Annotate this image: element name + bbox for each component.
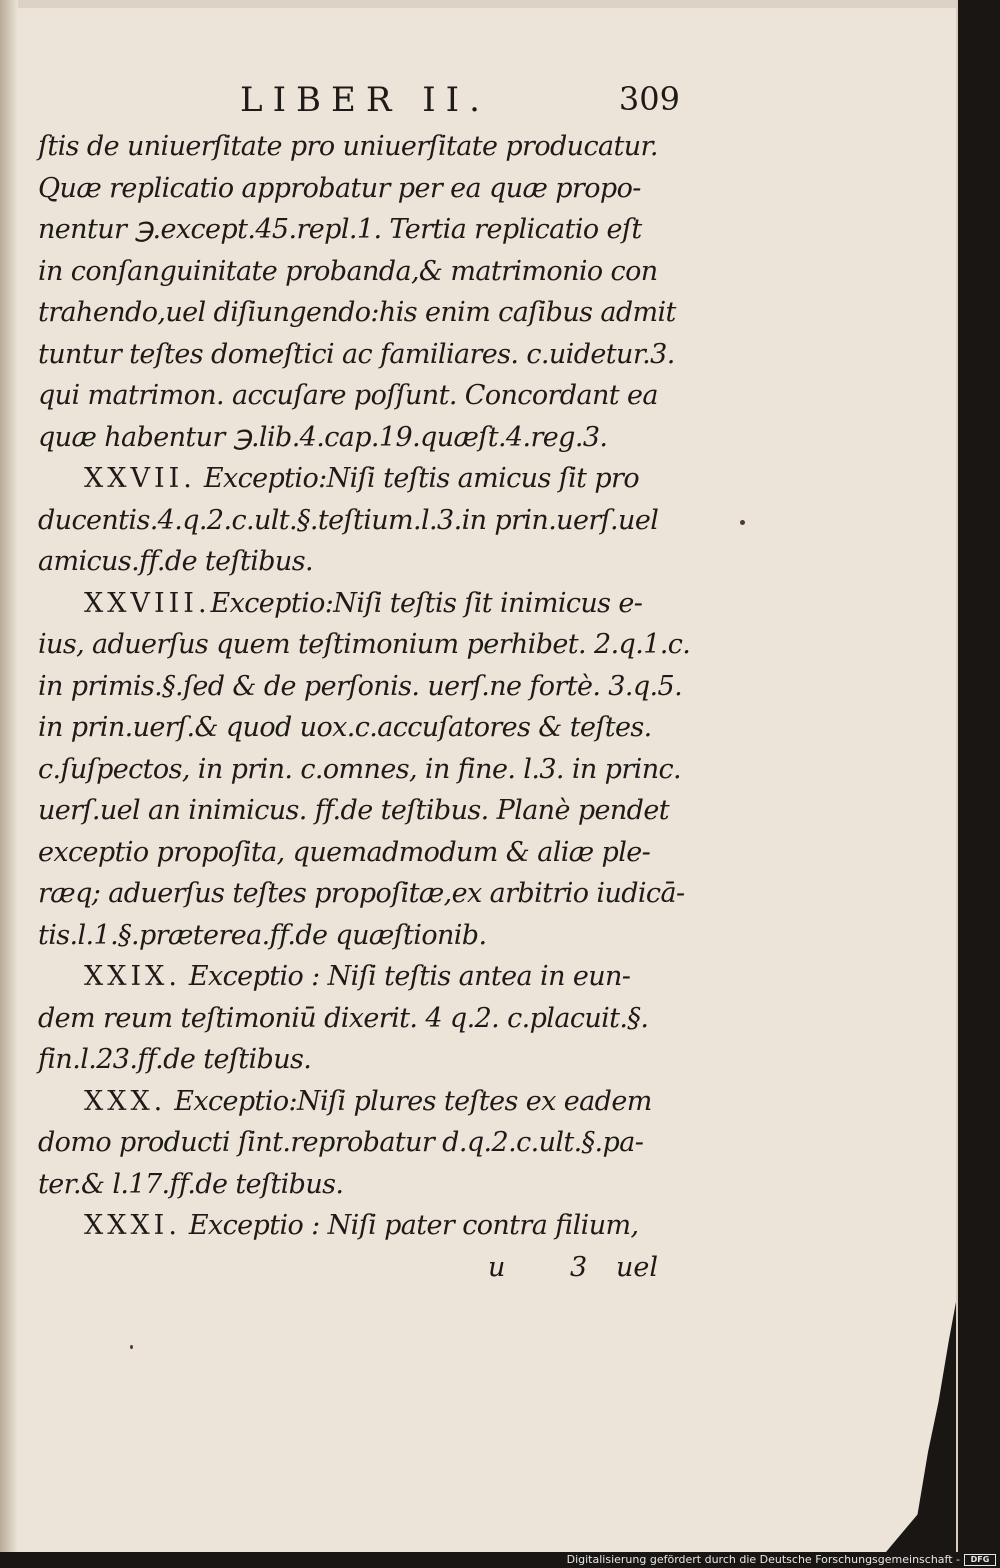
- section-numeral: XXVII.: [84, 463, 196, 494]
- line-text: ter.& l.17.ff.de teſtibus.: [38, 1168, 344, 1200]
- signature-line: [38, 1252, 678, 1292]
- line-text: dem reum teſtimoniū dixerit. 4 q.2. c.placuit.§.: [38, 1002, 649, 1034]
- text-line: [38, 873, 685, 915]
- text-line: [38, 251, 678, 293]
- line-text: ræq; aduerſus teſtes propoſitæ,ex arbitrio iudicā-: [38, 878, 685, 909]
- text-line: [38, 790, 678, 832]
- section-numeral: XXXI.: [84, 1210, 181, 1241]
- text-line: [38, 209, 678, 251]
- torn-corner: [886, 1302, 956, 1552]
- line-text: ſtis de uniuerſitate pro uniuerſitate producatur.: [38, 131, 658, 162]
- line-text: Exceptio:Niſi plures teſtes ex eadem: [166, 1085, 652, 1117]
- ink-spot: [130, 1345, 133, 1349]
- text-line: [38, 998, 678, 1040]
- text-line: [38, 956, 678, 998]
- line-text: uerſ.uel an inimicus. ff.de teſtibus. Planè pendet: [38, 795, 669, 826]
- dfg-logo: DFG: [964, 1554, 996, 1566]
- text-line: [38, 707, 678, 749]
- line-text: in prin.uerſ.& quod uox.c.accuſatores & teſtes.: [38, 712, 652, 743]
- text-line: [38, 292, 678, 334]
- digitization-credit: Digitalisierung gefördert durch die Deutsche Forschungsgemeinschaft -: [566, 1553, 960, 1566]
- line-text: Quæ replicatio approbatur per ea quæ propo-: [38, 172, 641, 204]
- line-text: ius, aduerſus quem teſtimonium perhibet. 2.q.1.c.: [38, 629, 691, 660]
- section-numeral: XXX.: [84, 1085, 167, 1117]
- line-text: tis.l.1.§.præterea.ff.de quæſtionib.: [38, 919, 487, 951]
- line-text: Exceptio:Niſi teſtis ſit inimicus e-: [210, 587, 643, 619]
- line-text: Exceptio : Niſi pater contra filium,: [180, 1210, 639, 1241]
- text-line: [38, 666, 683, 708]
- text-line: [38, 583, 678, 625]
- section-numeral: XXIX.: [84, 961, 181, 992]
- line-text: in conſanguinitate probanda,& matrimonio con: [38, 255, 658, 287]
- line-text: nentur ℈.except.45.repl.1. Tertia replicatio eſt: [38, 214, 642, 245]
- body-text: [38, 126, 691, 1247]
- page-number: 309: [618, 80, 680, 118]
- text-line: [38, 168, 678, 210]
- text-line: [38, 1122, 678, 1164]
- running-title: LIBER II.: [240, 80, 490, 120]
- page-header: [40, 80, 680, 120]
- page-top-edge: [0, 0, 956, 8]
- line-text: Exceptio:Niſi teſtis amicus ſit pro: [195, 463, 640, 494]
- ink-spot: [740, 520, 745, 525]
- text-line: [38, 334, 678, 376]
- catchword: uel: [615, 1252, 658, 1283]
- text-line: [38, 126, 678, 168]
- line-text: fin.l.23.ff.de teſtibus.: [38, 1044, 312, 1075]
- text-line: [38, 749, 681, 791]
- text-line: [38, 417, 678, 459]
- text-line: [38, 624, 691, 666]
- text-line: [38, 1205, 678, 1247]
- page-gutter-shadow: [0, 0, 18, 1552]
- text-line: [38, 1164, 678, 1206]
- text-line: [38, 1039, 678, 1081]
- line-text: qui matrimon. accuſare poſſunt. Concordant ea: [38, 380, 658, 411]
- line-text: quæ habentur ℈.lib.4.cap.19.quæſt.4.reg.3.: [38, 421, 608, 453]
- line-text: tuntur teſtes domeſtici ac familiares. c.uidetur.3.: [38, 338, 675, 370]
- line-text: exceptio propoſita, quemadmodum & aliæ ple-: [38, 836, 651, 868]
- text-line: [38, 500, 678, 542]
- section-numeral: XXVIII.: [84, 587, 211, 619]
- text-line: [38, 915, 678, 957]
- text-line: [38, 1081, 678, 1123]
- text-line: [38, 541, 678, 583]
- line-text: trahendo,uel diſiungendo:his enim caſibus admit: [38, 297, 676, 328]
- line-text: Exceptio : Niſi teſtis antea in eun-: [180, 961, 631, 992]
- text-line: [38, 375, 678, 417]
- line-text: c.ſuſpectos, in prin. c.omnes, in fine. l.3. in princ.: [38, 753, 681, 785]
- line-text: domo producti ſint.reprobatur d.q.2.c.ult.§.pa-: [38, 1127, 644, 1158]
- line-text: amicus.ff.de teſtibus.: [38, 546, 313, 577]
- text-line: [38, 458, 678, 500]
- line-text: in primis.§.ſed & de perſonis. uerſ.ne fortè. 3.q.5.: [38, 670, 683, 702]
- text-line: [38, 832, 678, 874]
- line-text: ducentis.4.q.2.c.ult.§.teſtium.l.3.in prin.uerſ.uel: [38, 504, 659, 536]
- signature-mark: u 3: [488, 1252, 616, 1283]
